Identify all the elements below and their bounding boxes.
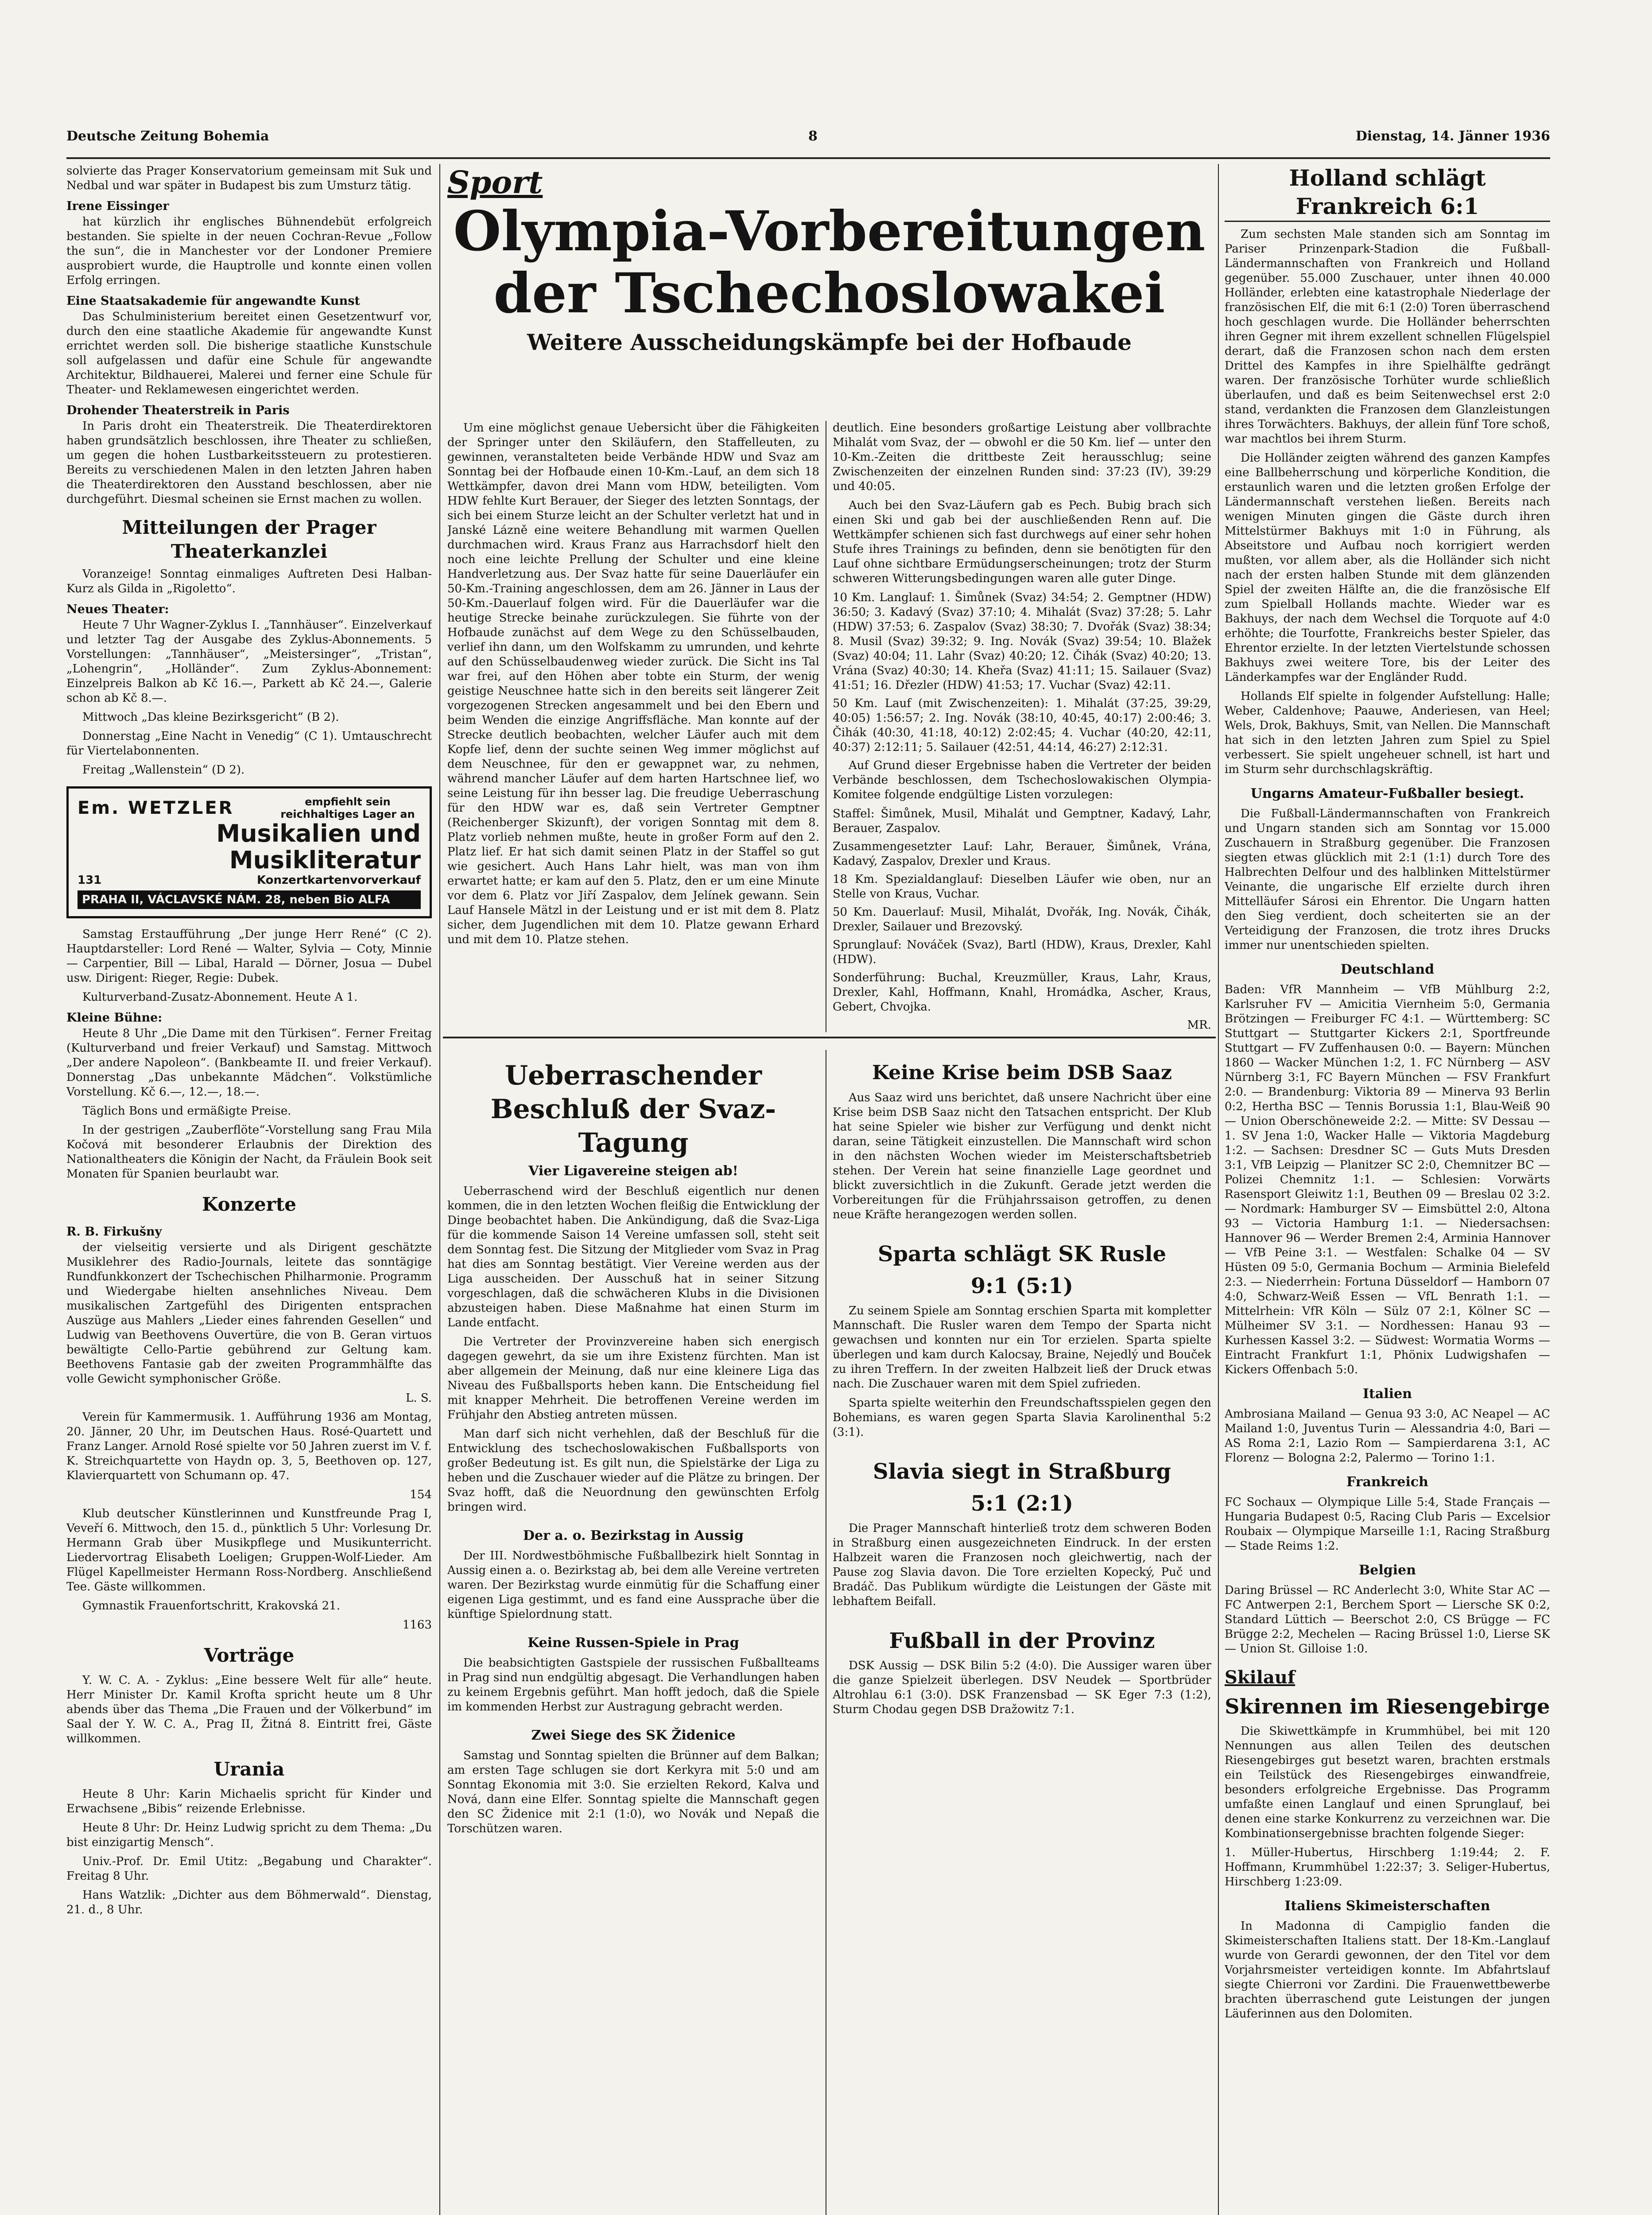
gymnastik-number: 1163 <box>402 1618 432 1632</box>
holland-heading: Holland schlägt Frankreich 6:1 <box>1225 164 1550 222</box>
sport-bottom-rule <box>443 1037 1216 1038</box>
olympia-body-right <box>833 421 1211 1034</box>
intro-text: solvierte das Prager Konservatorium gemeinsam mit Suk und Nedbal und war später in Budapest bis zum Umsturz tätig. <box>66 164 432 192</box>
issue-date: Dienstag, 14. Jänner 1936 <box>1355 128 1550 144</box>
svaz-text-3: Man darf sich nicht verhehlen, daß der Beschluß für die Entwicklung des tschechoslowakischen Fußballsports von großer Bedeutung ist. Es gilt nun, die Spielstärke der Liga zu heben und die Zuschauer wieder auf die Plätze zu bringen. Der Svaz hofft, daß die Neuordnung den gewünschten Erfolg bringen wird. <box>447 1427 819 1514</box>
provinz-heading: Fußball in der Provinz <box>889 1628 1155 1653</box>
olympia-text-3: Auch bei den Svaz-Läufern gab es Pech. Bubig brach sich einen Ski und gab bei der auschließenden Renn auf. Die Wettkämpfer schienen sich fast durchwegs auf einer sehr hohen Stufe ihres Trainings zu befinden, denn sie benötigten für den Lauf ohne sichtbare Ermüdungserscheinungen; trotz der Sturm schweren Witterungsbedingungen waren alle guter Dinge. <box>833 499 1211 585</box>
sparta-text: Zu seinem Spiele am Sonntag erschien Sparta mit kompletter Mannschaft. Die Rusler waren dem Tempo der Sparta nicht gewachsen und konnten nur ein Tor erzielen. Sparta spielte überlegen und kam durch Kalocsay, Braine, Nejedlý und Bouček zu ihren Treffern. In der zweiten Halbzeit ließ der Druck etwas nach. Die Zuschauer waren mit dem Spiel zufrieden. <box>833 1304 1211 1391</box>
sparta-text-2: Sparta spielte weiterhin den Freundschaftsspielen gegen den Bohemians, es waren gegen Sparta Slavia Karolinenthal 5:2 (3:1). <box>833 1396 1211 1439</box>
skirennen-text: Die Skiwettkämpfe in Krummhübel, bei mit 120 Nennungen aus allen Teilen des deutschen Riesengebirges gut besetzt waren, brachten erstmals ein Teilstück des Riesengebirges einwandfreie, besonders erfolgreiche Ergebnisse. Das Programm umfaßte einen Langlauf und einen Sprunglauf, bei denen eine starke Konkurrenz zu verzeichnen war. Die Kombinationsergebnisse brachten folgende Sieger: <box>1225 1725 1550 1840</box>
bezirkstag-heading: Der a. o. Bezirkstag in Aussig <box>523 1528 744 1543</box>
olympia-sonder: Sonderführung: Buchal, Kreuzmüller, Kraus, Lahr, Kraus, Drexler, Kahl, Hoffmann, Knahl, Hromádka, Ascher, Kraus, Gebert, Chvojka. <box>833 971 1211 1014</box>
urania-text-1: Heute 8 Uhr: Karin Michaelis spricht für Kinder und Erwachsene „Bibis“ reizende Erlebnisse. <box>66 1788 432 1815</box>
konzerte-heading: Konzerte <box>202 1193 296 1215</box>
wetzler-advertisement <box>66 786 432 918</box>
russen-heading: Keine Russen-Spiele in Prag <box>527 1635 739 1651</box>
holland-text-3: Hollands Elf spielte in folgender Aufstellung: Halle; Weber, Caldenhove; Paauwe, Anderiesen, van Heel; Wels, Drok, Bakhuys, Smit, van Nellen. Die Mannschaft hat sich in den letzten Jahren zum Spiel zu Spiel verbessert. Sie spielt ungeheuer schnell, ist hart und im Sturm sehr durchschlagskräftig. <box>1225 690 1550 776</box>
akademie-text: Das Schulministerium bereitet einen Gesetzentwurf vor, durch den eine staatliche Akademie für angewandte Kunst errichtet werden soll. Die bisherige staatliche Kunstschule soll aufgelassen und dafür eine Schule für angewandte Architektur, Bildhauerei, Malerei und ferner eine Schule für Theater- und Reklamewesen eingerichtet werden. <box>66 310 432 396</box>
svaz-text-1: Ueberraschend wird der Beschluß eigentlich nur denen kommen, die in den letzten Wochen fleißig die Entwicklung der Dinge beobachtet haben. Die Ankündigung, daß die Svaz-Liga für die kommende Saison 14 Vereine umfassen soll, steht seit dem Sonntag fest. Die Sitzung der Mitglieder vom Svaz in Prag hat dies am Sonntag bestätigt. Vier Vereine werden aus der Liga ausscheiden. Der Ausschuß hat in seiner Sitzung vorgeschlagen, daß die schwächeren Klubs in die Divisionen abzusteigen haben. Diese Maßnahme hat einen Sturm im Lande entfacht. <box>447 1185 819 1329</box>
skirennen-heading: Skirennen im Riesengebirge <box>1225 1694 1550 1718</box>
belgien-heading: Belgien <box>1358 1562 1416 1578</box>
belgien-results: Daring Brüssel — RC Anderlecht 3:0, White Star AC — FC Antwerpen 2:1, Berchem Sport — Liersche SK 0:2, Standard Lüttich — Beerschot 2:0, CS Brügge — FC Brügge 2:2, Mechelen — Racing Brüssel 1:0, Lierse SK — Union St. Gilloise 1:0. <box>1225 1584 1550 1655</box>
column-arts <box>66 164 432 2215</box>
svaz-subheading: Vier Ligavereine steigen ab! <box>528 1163 738 1179</box>
olympia-text-4: Auf Grund dieser Ergebnisse haben die Vertreter der beiden Verbände beschlossen, dem Tschechoslowakischen Olympia-Komitee folgende endgültige Listen vorzulegen: <box>833 759 1211 801</box>
gymnastik-text: Gymnastik Frauenfortschritt, Krakovská 21. <box>82 1599 340 1613</box>
column-svaz <box>447 1050 819 2215</box>
ungarn-text: Die Fußball-Ländermannschaften von Frankreich und Ungarn standen sich am Sonntag vor 15.000 Zuschauern in Straßburg gegenüber. Die Franzosen siegten etwas glücklich mit 2:1 (1:1) durch Tore des Halbrechten Delfour und des halblinken Mittelstürmer Veinante, die ungarische Elf erzielte durch ihren Mittelläufer Sárosi ein Ehrentor. Die Ungarn hatten den Sieg verdient, doch scheiterten sie an der Verteidigung der Franzosen, die trotz ihres Drucks immer nur unentschieden spielten. <box>1225 807 1550 952</box>
kleine-buehne-text: Heute 8 Uhr „Die Dame mit den Türkisen“. Ferner Freitag (Kulturverband und freier Verkauf) und Samstag. Mittwoch „Der andere Napoleon“. (Bankbeamte II. und freier Verkauf). Donnerstag „Das unbekannte Mädchen“. Volkstümliche Vorstellung. Kč 6.—, 12.—, 18.—. <box>66 1027 432 1099</box>
frankreich-results: FC Sochaux — Olympique Lille 5:4, Stade Français — Hungaria Budapest 0:5, Racing Club Paris — Excelsior Roubaix — Olympique Marseille 1:1, Racing Straßburg — Stade Reims 1:2. <box>1225 1496 1550 1553</box>
skirennen-results: 1. Müller-Hubertus, Hirschberg 1:19:44; 2. F. Hoffmann, Krummhübel 1:22:37; 3. Seliger-Hubertus, Hirschberg 1:23:09. <box>1225 1846 1550 1889</box>
sport-subtitle: Weitere Ausscheidungskämpfe bei der Hofbaude <box>527 329 1132 355</box>
column-divider-1 <box>439 164 440 2215</box>
ad-subtitle: Konzertkartenvorverkauf <box>256 874 421 887</box>
paper-name: Deutsche Zeitung Bohemia <box>66 128 269 144</box>
bons-text: Täglich Bons und ermäßigte Preise. <box>82 1104 291 1118</box>
deutschland-heading: Deutschland <box>1340 962 1435 977</box>
neues-theater-text: Heute 7 Uhr Wagner-Zyklus I. „Tannhäuser“. Einzelverkauf und letzter Tag der Ausgabe des Zyklus-Abonnements. 5 Vorstellungen: „Tannhäuser“, „Meistersinger“, „Tristan“, „Lohengrin“, „Holländer“. Zum Zyklus-Abonnement: Einzelpreis Balkon ab Kč 16.—, Parkett ab Kč 24.—, Galerie schon ab Kč 8.—. <box>66 618 432 705</box>
column-divider-2 <box>1218 164 1219 2215</box>
ungarn-heading: Ungarns Amateur-Fußballer besiegt. <box>1250 786 1524 801</box>
ywca-text: Y. W. C. A. - Zyklus: „Eine bessere Welt für alle“ heute. Herr Minister Dr. Kamil Krofta spricht heute um 8 Uhr abends über das Thema „Die Frauen und der Völkerbund“ im Saal der Y. W. C. A., Prag II, Žitná 8. Eintritt frei, Gäste willkommen. <box>66 1674 432 1745</box>
olympia-signature: MR. <box>1187 1018 1211 1032</box>
mittwoch-text: Mittwoch „Das kleine Bezirksgericht“ (B 2). <box>82 711 339 724</box>
olympia-results-50km: 50 Km. Lauf (mit Zwischenzeiten): 1. Mihalát (37:25, 39:29, 40:05) 1:56:57; 2. Ing. Novák (38:10, 40:45, 40:17) 2:00:46; 3. Čihák (40:30, 41:18, 40:12) 2:02:45; 4. Vuchar (40:20, 42:11, 40:37) 2:12:11; 5. Sailauer (42:51, 44:14, 46:27) 2:12:31. <box>833 697 1211 754</box>
deutschland-results: Baden: VfR Mannheim — VfB Mühlburg 2:2, Karlsruher FV — Amicitia Viernheim 5:0, Germania Brötzingen — Freiburger FC 4:1. — Württemberg: SC Stuttgart — Stuttgarter Kickers 2:1, Sportfreunde Stuttgart — FV Zuffenhausen 0:0. — Bayern: München 1860 — Wacker München 1:2, 1. FC Nürnberg — ASV Nürnberg 3:1, FC Bayern München — FSV Frankfurt 2:0. — Brandenburg: Viktoria 89 — Minerva 93 Berlin 0:2, Hertha BSC — Tennis Borussia 1:1, Blau-Weiß 90 — Union Oberschöneweide 2:2. — Mitte: SV Dessau — 1. SV Jena 1:0, Wacker Halle — Viktoria Magdeburg 1:2. — Sachsen: Dresdner SC — Guts Muts Dresden 3:1, VfB Leipzig — Planitzer SC 2:0, Chemnitzer BC — Polizei Chemnitz 1:1. — Schlesien: Vorwärts Rasensport Gleiwitz 1:1, Beuthen 09 — Breslau 02 3:2. — Nordmark: Hamburger SV — Eimsbüttel 2:0, Altona 93 — Victoria Hamburg 1:1. — Niedersachsen: Hannover 96 — Werder Bremen 2:4, Arminia Hannover — VfB Peine 3:1. — Westfalen: Schalke 04 — SV Hüsten 09 5:0, Germania Bochum — Arminia Bielefeld 2:3. — Niederrhein: Fortuna Düsseldorf — Hamborn 07 4:0, Schwarz-Weiß Essen — VfL Benrath 1:1. — Mittelrhein: VfR Köln — Sülz 07 2:1, Kölner SC — Mülheimer SV 3:1. — Nordhessen: Hanau 93 — Kurhessen Kassel 3:2. — Südwest: Wormatia Worms — Eintracht Frankfurt 1:1, Phönix Ludwigshafen — Kickers Offenbach 5:0. <box>1225 983 1550 1376</box>
holland-text-1: Zum sechsten Male standen sich am Sonntag im Pariser Prinzenpark-Stadion die Fußball-Ländermannschaften von Frankreich und Holland gegenüber. 55.000 Zuschauer, unter ihnen 40.000 Holländer, erlebten eine katastrophale Niederlage der französischen Elf, die mit 6:1 (2:0) Toren überraschend hoch geschlagen wurde. Die Holländer beherrschten ihren Gegner mit ihrem exzellent schnellen Flügelspiel derart, daß die Franzosen schon nach dem ersten Drittel des Kampfes in ihre Spielhälfte gedrängt waren. Der französische Torhüter wurde schließlich überlaufen, und daß es beim Seitenwechsel erst 2:0 stand, verdankten die Franzosen dem Glanzleistungen ihres Torwächters. Bakhuys, der allein fünf Tore schoß, war machtlos bei ihrem Sturm. <box>1225 228 1550 446</box>
column-football <box>833 1050 1211 2215</box>
olympia-zusammengesetzt: Zusammengesetzter Lauf: Lahr, Berauer, Šimůnek, Vrána, Kadavý, Zaspalov, Drexler und Kraus. <box>833 840 1211 868</box>
neues-theater-title: Neues Theater: <box>66 602 169 616</box>
column-international <box>1225 164 1550 2215</box>
olympia-staffel: Staffel: Šimůnek, Musil, Mihalát und Gemptner, Kadavý, Lahr, Berauer, Zaspalov. <box>833 807 1211 835</box>
olympia-sprung: Sprunglauf: Nováček (Svaz), Bartl (HDW), Kraus, Drexler, Kahl (HDW). <box>833 938 1211 966</box>
ad-address: PRAHA II, VÁCLAVSKÉ NÁM. 28, neben Bio ALFA <box>78 890 421 909</box>
slavia-text: Die Prager Mannschaft hinterließ trotz dem schweren Boden in Straßburg einen ausgezeichneten Eindruck. In der ersten Halbzeit waren die Franzosen noch gleichwertig, nach der Pause zog Slavia davon. Die Tore erzielten Kopecký, Puč und Bradáč. Das Publikum würdigte die Leistungen der Gäste mit lebhaftem Beifall. <box>833 1522 1211 1608</box>
sport-headline <box>447 164 1211 421</box>
urania-heading: Urania <box>213 1758 285 1780</box>
svaz-heading: Ueberraschender Beschluß der Svaz-Tagung <box>490 1060 776 1158</box>
olympia-50km-team: 50 Km. Dauerlauf: Musil, Mihalát, Dvořák, Ing. Novák, Čihák, Drexler, Sailauer und Brezovský. <box>833 905 1211 933</box>
firkusny-signature: L. S. <box>406 1391 432 1405</box>
olympia-text-2: deutlich. Eine besonders großartige Leistung aber vollbrachte Mihalát vom Svaz, der — obwohl er die 50 Km. lief — unter den 10-Km.-Zeiten die drittbeste Zeit herausschlug; seine Zwischenzeiten der einzelnen Runden sind: 37:23 (IV), 39:29 und 40:05. <box>833 421 1211 493</box>
sparta-score: 9:1 (5:1) <box>970 1274 1074 1298</box>
frankreich-heading: Frankreich <box>1346 1474 1428 1490</box>
kulturverband-text: Kulturverband-Zusatz-Abonnement. Heute A 1. <box>82 991 358 1004</box>
mitteilungen-text: Voranzeige! Sonntag einmaliges Auftreten Desi Halban-Kurz als Gilda in „Rigoletto“. <box>66 567 432 595</box>
ad-side-text: empfiehlt sein reichhaltiges Lager an <box>280 796 415 820</box>
page-number: 8 <box>808 128 818 144</box>
sport-label: Sport <box>447 164 543 201</box>
ad-musikliteratur: Musikliteratur <box>229 846 421 874</box>
italien-heading: Italien <box>1362 1386 1412 1402</box>
kleine-buehne-title: Kleine Bühne: <box>66 1011 163 1025</box>
mitteilungen-heading: Mitteilungen der Prager Theaterkanzlei <box>122 517 376 562</box>
olympia-body-left <box>447 421 819 1034</box>
zidenice-text: Samstag und Sonntag spielten die Brünner auf dem Balkan; am ersten Tage schlugen sie dort Kerkyra mit 5:0 und am Sonntag Ekonomia mit 3:0. Sie erzielten Rekord, Kalva und Nová, dann eine Elfer. Sonntag spielte die Mannschaft gegen den SC Židenice mit 2:1 (1:0), wo Novák und Nepaß die Torschützen waren. <box>447 1749 819 1835</box>
klub-text: Klub deutscher Künstlerinnen und Kunstfreunde Prag I, Veveří 6. Mittwoch, den 15. d., pünktlich 5 Uhr: Vorlesung Dr. Hermann Grab über Musikpflege und Musikunterricht. Liedervortrag Elisabeth Loeligen; Gruppen-Wolf-Lieder. Am Flügel Kapellmeister Hermann Ross-Nordberg. Anschließend Tee. Gäste willkommen. <box>66 1507 432 1593</box>
italien-ski-heading: Italiens Skimeisterschaften <box>1284 1898 1490 1914</box>
freitag-text: Freitag „Wallenstein“ (D 2). <box>82 763 245 777</box>
sparta-heading: Sparta schlägt SK Rusle <box>877 1242 1167 1267</box>
eissinger-title: Irene Eissinger <box>66 199 169 213</box>
italien-ski-text: In Madonna di Campiglio fanden die Skimeisterschaften Italiens statt. Der 18-Km.-Langlauf wurde von Gerardi gewonnen, der den Titel vor dem Vorjahrsmeister verteidigen konnte. Im Abfahrtslauf siegte Chierroni vor Zardini. Die Frauenwettbewerbe brachten überraschend gute Leistungen der jungen Läuferinnen aus den Dolomiten. <box>1225 1920 1550 2021</box>
urania-text-3: Univ.-Prof. Dr. Emil Utitz: „Begabung und Charakter“. Freitag 8 Uhr. <box>66 1855 432 1883</box>
sport-title-2: der Tschechoslowakei <box>493 261 1165 326</box>
saaz-text: Aus Saaz wird uns berichtet, daß unsere Nachricht über eine Krise beim DSB Saaz nicht den Tatsachen entspricht. Der Klub hat seine Spieler wie bisher zur Verfügung und denkt nicht daran, seine Tätigkeit einzustellen. Die Mannschaft wird schon in den nächsten Wochen wieder im Meisterschaftsbetrieb stehen. Der Verein hat seine finanzielle Lage geordnet und blickt zuversichtlich in die Zukunft. Gerade jetzt werden die Vorbereitungen für die Frühjahrssaison getroffen, zu denen neue Kräfte herangezogen werden sollen. <box>833 1091 1211 1221</box>
russen-text: Die beabsichtigten Gastspiele der russischen Fußballteams in Prag sind nun endgültig abgesagt. Die Verhandlungen haben zu keinem Ergebnis geführt. Man hofft jedoch, daß die Spiele im kommenden Herbst zur Austragung gebracht werden. <box>447 1656 819 1714</box>
holland-text-2: Die Holländer zeigten während des ganzen Kampfes eine Ballbeherrschung und körperliche Kondition, die erstaunlich waren und die letzten großen Erfolge der Ländermannschaft verstehen ließen. Bereits nach wenigen Minuten gingen die Gäste durch ihren Mittelstürmer Bakhuys mit 1:0 in Führung, als Abseitstore und Aufbau noch korrigiert werden mußten, vor allem aber, als die Holländer sich nicht nach der ersten halben Stunde mit dem glänzenden Spiel der zweiten Hälfte an, die die französische Elf zum Spielball Hollands machte. Wieder war es Bakhuys, der nach dem Wechsel die Torquote auf 4:0 erhöhte; die Tourfotte, Frankreichs bester Spieler, das Ehrentor erzielte. In der letzten Viertelstunde schossen Bakhuys zwei weitere Tore, bis der Leiter des Länderkampfes war der Engländer Rudd. <box>1225 451 1550 684</box>
donnerstag-text: Donnerstag „Eine Nacht in Venedig“ (C 1). Umtauschrecht für Viertelabonnenten. <box>66 730 432 758</box>
slavia-score: 5:1 (2:1) <box>970 1491 1074 1516</box>
vortraege-heading: Vorträge <box>204 1644 295 1666</box>
saaz-heading: Keine Krise beim DSB Saaz <box>872 1061 1172 1084</box>
urania-text-2: Heute 8 Uhr: Dr. Heinz Ludwig spricht zu dem Thema: „Du bist einzigartig Mensch“. <box>66 1821 432 1849</box>
firkusny-title: R. B. Firkušny <box>66 1225 162 1239</box>
skilauf-label: Skilauf <box>1225 1667 1295 1688</box>
page-header <box>66 128 1550 155</box>
olympia-18km: 18 Km. Spezialdanglauf: Dieselben Läufer wie oben, nur an Stelle von Kraus, Vuchar. <box>833 873 1211 901</box>
slavia-heading: Slavia siegt in Straßburg <box>873 1459 1171 1484</box>
paris-title: Drohender Theaterstreik in Paris <box>66 404 290 417</box>
ad-number: 131 <box>78 874 102 887</box>
italien-results: Ambrosiana Mailand — Genua 93 3:0, AC Neapel — AC Mailand 1:0, Juventus Turin — Alessandria 4:0, Bari — AS Roma 2:1, Lazio Rom — Sampierdarena 3:1, AC Florenz — Bologna 2:2, Palermo — Torino 1:1. <box>1225 1407 1550 1465</box>
sport-title-1: Olympia-Vorbereitungen <box>453 199 1206 264</box>
bezirkstag-text: Der III. Nordwestböhmische Fußballbezirk hielt Sonntag in Aussig einen a. o. Bezirkstag ab, bei dem alle Vereine vertreten waren. Der Bezirkstag wurde einmütig für die Schaffung einer eigenen Liga gestimmt, und es fand eine Aussprache über die künftige Spielordnung statt. <box>447 1549 819 1621</box>
firkusny-text: der vielseitig versierte und als Dirigent geschätzte Musiklehrer des Radio-Journals, leitete das sonntägige Rundfunkkonzert der Tschechischen Philharmonie. Programm und Wiedergabe hielten ansehnliches Niveau. Dem musikalischen Zartgefühl des Dirigenten entsprachen Auszüge aus Mahlers „Lieder eines fahrenden Gesellen“ und Ludwig van Beethovens Ouvertüre, die von B. Geran virtuos bewältigte Cello-Partie gebührend zur Geltung kam. Beethovens Fantasie gab der zweiten Programmhälfte das volle Gewicht symphonischer Größe. <box>66 1241 432 1386</box>
ad-name: Em. WETZLER <box>78 798 234 818</box>
olympia-text-1: Um eine möglichst genaue Uebersicht über die Fähigkeiten der Springer unter den Skiläufern, den Staffelleuten, zu gewinnen, veranstalteten beide Verbände HDW und Svaz am Sonntag bei der Hofbaude einen 10-Km.-Lauf, an dem sich 18 Wettkämpfer, davon drei Mann vom HDW, beteiligten. Vom HDW fehlte Kurt Berauer, der Sieger des letzten Sonntags, der sich bei einem Sturze leicht an der Schulter verletzt hat und in Janské Lázně eine weitere Behandlung mit warmen Quellen durchmachen wird. Kraus Franz aus Harrachsdorf hielt den noch eine leichte Prellung der Schulter und eine kleine Handverletzung aus. Der Svaz hatte für seine Dauerläufer ein 50-Km.-Training angeschlossen, dem am 26. Jänner in Laus der 50-Km.-Dauerlauf folgen wird. Für die Dauerläufer war die heutige Strecke beinahe zurückzulegen. Sie führte von der Hofbaude zunächst auf dem Wege zu den Schüsselbauden, verlief ihn dann, um den Wolfskamm zu umrunden, und kehrte auf den Schüsselbaudenweg wieder zurück. Die Sicht ins Tal war frei, auf den Höhen aber tobte ein Sturm, der wenig geistige Neuschnee hatte sich in den bereits seit längerer Zeit vorgezogenen Strecken angesammelt und bei den Ebern und beim Wenden die einzige Angriffsfläche. Man konnte auf der Strecke deutlich beobachten, welcher Läufer auch mit dem Kopfe lief, denn der suchte seinen Weg immer möglichst auf dem Neuschnee, für den er gewappnet war, zu nehmen, während mancher Läufer auf dem harten Hartschnee lief, wo seine Leistung für ihn besser lag. Die freudige Ueberraschung für den HDW war es, daß sein Vertreter Gemptner (Reichenberger Skizunft), der vorigen Sonntag mit dem 8. Platz vorlieb nehmen mußte, heute in großer Form auf den 2. Platz lief. Er hat sich damit seinen Platz in der Staffel so gut wie gesichert. Auch Hans Lahr hielt, was man von ihm erwartet hatte; er kam auf den 5. Platz, den er um eine Minute vor dem 6. Platz vor Jiří Zaspalov, dem Jelínek gewann. Sein Lauf Hansele Mätzl in der Leistung und er ist mit dem 8. Platz sicher, dem Jugendlichen mit dem 10. Platze gewann Erhard und mit dem 10. Platze stehen. <box>447 421 819 946</box>
olympia-results-10km: 10 Km. Langlauf: 1. Šimůnek (Svaz) 34:54; 2. Gemptner (HDW) 36:50; 3. Kadavý (Svaz) 37:10; 4. Mihalát (Svaz) 37:28; 5. Lahr (HDW) 37:53; 6. Zaspalov (Svaz) 38:30; 7. Dvořák (Svaz) 38:34; 8. Musil (Svaz) 39:32; 9. Ing. Novák (Svaz) 39:54; 10. Blažek (Svaz) 40:04; 11. Lahr (Svaz) 40:20; 12. Čihák (Svaz) 40:20; 13. Vrána (Svaz) 40:30; 14. Kheřa (Svaz) 41:11; 15. Sailauer (Svaz) 41:51; 16. Dřezler (HDW) 41:53; 17. Vuchar (Svaz) 42:11. <box>833 591 1211 692</box>
ad-musikalien: Musikalien und <box>216 820 421 847</box>
paris-text: In Paris droht ein Theaterstreik. Die Theaterdirektoren haben grundsätzlich beschlossen, ihre Theater zu schließen, um gegen die hohen Lustbarkeitssteuern zu protestieren. Bereits zu verschiedenen Malen in den letzten Jahren haben die Theaterdirektoren den Ausstand beschlossen, aber nie durchgeführt. Diesmal scheinen sie Ernst machen zu wollen. <box>66 420 432 506</box>
svaz-text-2: Die Vertreter der Provinzvereine haben sich energisch dagegen gewehrt, da sie um ihre Existenz fürchten. Man ist aber allgemein der Meinung, daß nur eine kleinere Liga das Niveau des Fußballsports heben kann. Die Entscheidung fiel mit knapper Mehrheit. Die betroffenen Vereine werden im Frühjahr den Abstieg antreten müssen. <box>447 1335 819 1422</box>
zauberfloete-text: In der gestrigen „Zauberflöte“-Vorstellung sang Frau Mila Kočová mit besonderer Erlaubnis der Direktion des Nationaltheaters die Königin der Nacht, da Fräulein Book seit Monaten für Spanien beurlaubt war. <box>66 1123 432 1181</box>
zidenice-heading: Zwei Siege des SK Židenice <box>531 1728 736 1743</box>
samstag-text: Samstag Erstaufführung „Der junge Herr René“ (C 2). Hauptdarsteller: Lord René — Walter, Sylvia — Coty, Minnie — Carpentier, Bill — Libal, Harald — Dörner, Josua — Dubel usw. Dirigent: Rieger, Regie: Dubek. <box>66 928 432 985</box>
urania-text-4: Hans Watzlik: „Dichter aus dem Böhmerwald“. Dienstag, 21. d., 8 Uhr. <box>66 1889 432 1916</box>
kammermusik-text: Verein für Kammermusik. 1. Aufführung 1936 am Montag, 20. Jänner, 20 Uhr, im Deutschen Haus. Rosé-Quartett und Franz Langer. Arnold Rosé spielte vor 50 Jahren zuerst im V. f. K. Streichquartette von Haydn op. 3, 5, Beethoven op. 127, Klavierquartett von Schumann op. 47. <box>66 1411 432 1482</box>
kammermusik-number: 154 <box>410 1488 432 1501</box>
eissinger-text: hat kürzlich ihr englisches Bühnendebüt erfolgreich bestanden. Sie spielte in der neuen Cochran-Revue „Follow the sun“, die in Manchester vor der Londoner Premiere ausprobiert wurde, die Hauptrolle und konnte einen vollen Erfolg erringen. <box>66 215 432 287</box>
provinz-text: DSK Aussig — DSK Bilin 5:2 (4:0). Die Aussiger waren über die ganze Spielzeit überlegen. DSV Neudek — Sportbrüder Altrohlau 6:1 (3:0). DSK Franzensbad — SK Eger 7:3 (1:2), Sturm Chodau gegen DSB Dražowitz 7:1. <box>833 1659 1211 1716</box>
header-rule <box>66 157 1550 159</box>
akademie-title: Eine Staatsakademie für angewandte Kunst <box>66 294 360 308</box>
